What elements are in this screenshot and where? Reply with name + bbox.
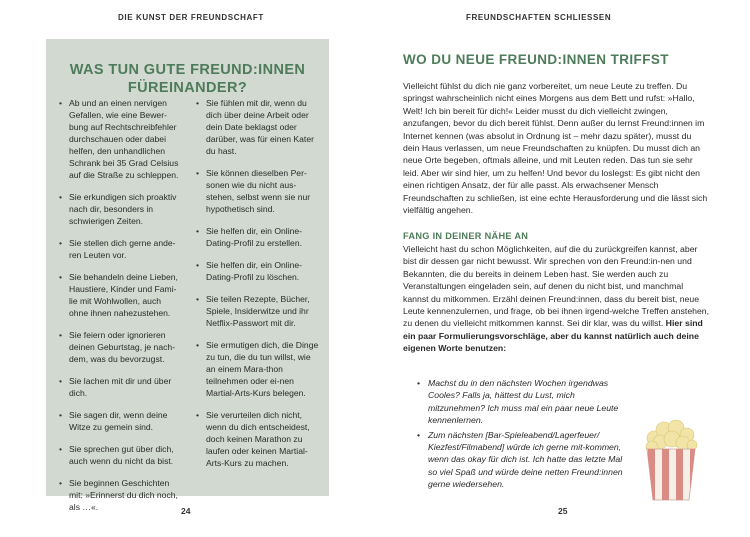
intro-paragraph: Vielleicht fühlst du dich nie ganz vorbereitet, um neue Leute zu treffen. Du springst wahrscheinlich nicht eines Morgens aus dem Bett und rufst: »Hallo, Welt! Ich bin bereit für dich!« Leider musst du dich vielleicht zwingen, anzufangen, bevor du dich bereit fühlst. Denn außer du lernst Freund:innen im Internet kennen (was absolut in Ordnung ist – mehr dazu später), musst du dein Haus verlassen, um neue Freundschaften zu knüpfen. Du musst dich an neue Orte begeben, oftmals alleine, und mit Leuten reden. Das tun sie sehr leid. Aber wir sind hier, um zu helfen! Und bevor du loslegst: Es gibt nicht den einen richtigen Ansatz, der für alle passt. Als erwachsener Mensch Freundschaften zu schließen, ist eine echte Herausforderung und die lässt sich vielfältig angehen. (403, 81, 708, 216)
list-item: • Ab und an einen nervigen Gefallen, wie eine Bewer-bung auf Rechtschreibfehler durchschauen oder dabei helfen, den unhandlichen Schrank bei 35 Grad Celsius auf die Straße zu schleppen. (69, 97, 182, 181)
left-running-header: DIE KUNST DER FREUNDSCHAFT (118, 13, 264, 22)
list-item: • Sie teilen Rezepte, Bücher, Spiele, Insiderwitze und ihr Netflix-Passwort mit dir. (206, 293, 319, 329)
right-running-header: FREUNDSCHAFTEN SCHLIESSEN (466, 13, 612, 22)
list-item: • Sie ermutigen dich, die Dinge zu tun, die du tun willst, wie an einem Mara-thon teilnehmen oder ei-nen Martial-Arts-Kurs belegen. (206, 339, 319, 399)
section-title: WO DU NEUE FREUND:INNEN TRIFFST (403, 52, 669, 67)
example-phrases-list (428, 377, 628, 493)
body-paragraph (403, 243, 710, 355)
body-bold-text: Hier sind ein paar Formulierungsvorschläge, aber du kannst natürlich auch deine eigenen Worte benutzen: (403, 318, 703, 354)
list-item: • Sie stellen dich gerne ande-ren Leuten vor. (69, 237, 182, 261)
left-page-number: 24 (181, 506, 191, 516)
box-title (46, 61, 329, 97)
box-title-line-1: WAS TUN GUTE FREUND:INNEN (69, 62, 306, 78)
list-item: • Sie fühlen mit dir, wenn du dich über deine Arbeit oder dein Date beklagst oder darüber, was für einen Kater du hast. (206, 97, 319, 157)
right-page-number: 25 (558, 506, 568, 516)
list-item: • Sie sagen dir, wenn deine Witze zu gemein sind. (69, 409, 182, 433)
box-title-line-2: FÜREINANDER? (127, 80, 248, 96)
list-item: • Sie helfen dir, ein Online-Dating-Profil zu löschen. (206, 259, 319, 283)
list-item: • Sie feiern oder ignorieren deinen Geburtstag, je nach-dem, was du bevorzugst. (69, 329, 182, 365)
list-item: • Sie lachen mit dir und über dich. (69, 375, 182, 399)
list-item: • Machst du in den nächsten Wochen irgendwas Cooles? Falls ja, hättest du Lust, mich mitzunehmen? Ich muss mal ein paar neue Leute kennenlernen. (428, 377, 628, 427)
list-item: • Zum nächsten [Bar-Spieleabend/Lagerfeuer/ Kiezfest/Filmabend] würde ich gerne mit-kommen, wenn das okay für dich ist. Ich hatte das letzte Mal so viel Spaß und würde deine netten Freund:innen gerne wiedersehen. (428, 429, 628, 491)
list-item: • Sie können dieselben Per-sonen wie du nicht aus-stehen, selbst wenn sie nur hypothetisch sind. (206, 167, 319, 215)
list-item: • Sie behandeln deine Lieben, Haustiere, Kinder und Fami-lie mit Wohlwollen, auch ohne ihnen nahezustehen. (69, 271, 182, 319)
list-item: • Sie beginnen Geschichten mit: »Erinnerst du dich noch, als …«. (69, 477, 182, 513)
box-list-column-a (69, 97, 182, 523)
popcorn-icon (640, 416, 702, 502)
subheading: FANG IN DEINER NÄHE AN (403, 231, 529, 241)
body-text: Vielleicht hast du schon Möglichkeiten, auf die du zurückgreifen kannst, aber bist dir dessen gar nicht bewusst. Wir sprechen von den Freund:in-nen und Bekannten, die du bereits in deinem Leben hast. Sie werden auch zu Veranstaltungen eingeladen sein, auf denen du nicht bist, und manchmal kannst du mitkommen. Erzähl deinen Freund:innen, dass du bereit bist, neue Leute kennenzulernen, und frage, ob bei ihnen irgend-welche Treffen anstehen, zu denen du vielleicht mitkommen kannst. Sei dir klar, was du willst. (403, 244, 710, 329)
list-item: • Sie helfen dir, ein Online-Dating-Profil zu erstellen. (206, 225, 319, 249)
list-item: • Sie sprechen gut über dich, auch wenn du nicht da bist. (69, 443, 182, 467)
list-item: • Sie erkundigen sich proaktiv nach dir, besonders in schwierigen Zeiten. (69, 191, 182, 227)
box-list-column-b (206, 97, 319, 479)
list-item: • Sie verurteilen dich nicht, wenn du dich entscheidest, doch keinen Marathon zu laufen oder keinen Martial-Arts-Kurs zu machen. (206, 409, 319, 469)
